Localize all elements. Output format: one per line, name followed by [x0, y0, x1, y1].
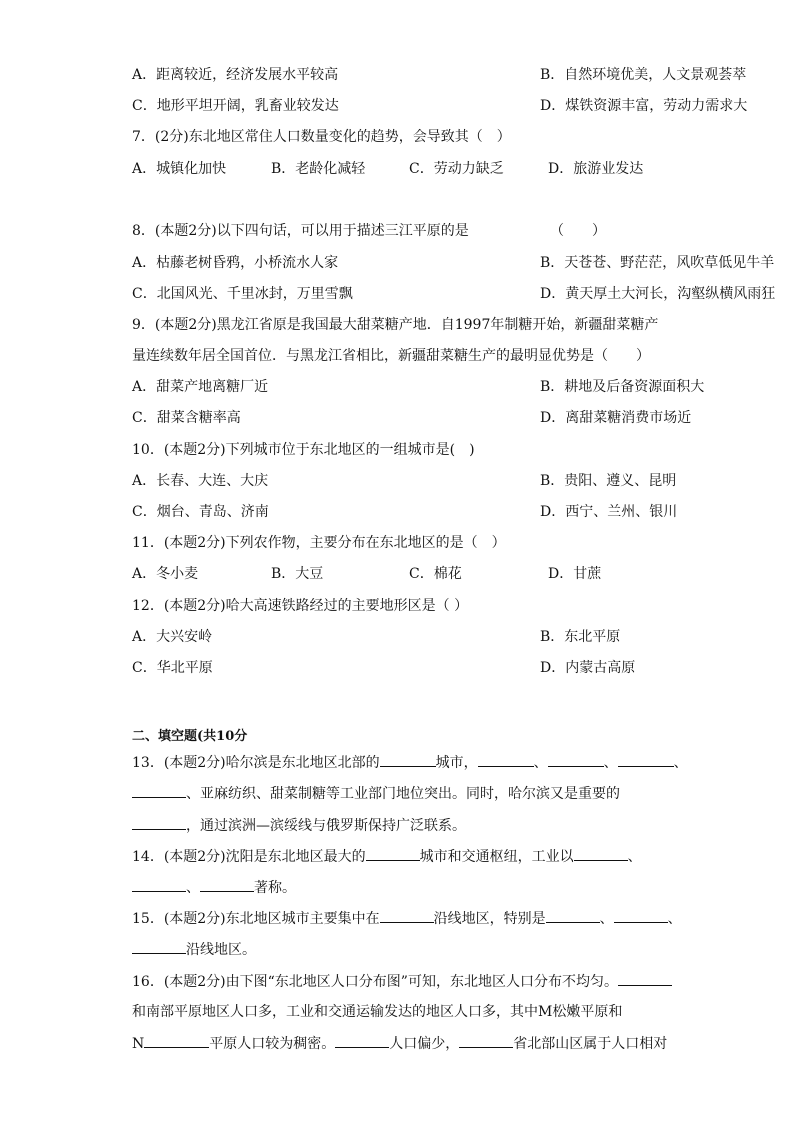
q10-option-a: A．长春、大连、大庆 [132, 473, 269, 489]
q12-option-c: C．华北平原 [132, 660, 213, 676]
q10-option-row-2 [132, 502, 678, 522]
q12-option-b: B．东北平原 [540, 629, 621, 645]
q15-blank-1 [380, 908, 434, 923]
q14-blank-4 [200, 877, 254, 892]
q7-option-a: A．城镇化加快 [132, 161, 227, 177]
q8-option-row-1 [132, 253, 775, 273]
q6-option-row-2 [132, 96, 748, 116]
q15-blank-3 [614, 908, 668, 923]
q10-option-d: D．西宁、兰州、银川 [540, 504, 678, 520]
q8-option-a: A．枯藤老树昏鸦，小桥流水人家 [132, 255, 339, 271]
q15-sep-2: 、 [667, 911, 682, 927]
q13-blank-2 [478, 752, 534, 767]
q11-stem: 11．(本题2分)下列农作物，主要分布在东北地区的是（ ） [132, 535, 506, 551]
q8-option-d: D．黄天厚土大河长，沟壑纵横风雨狂 [540, 286, 776, 302]
q16-text-3d: 省北部山区属于人口相对 [513, 1036, 668, 1052]
q15-line-1 [132, 908, 682, 929]
q13-blank-1 [380, 752, 436, 767]
q11-option-a: A．冬小麦 [132, 566, 199, 582]
q16-line-1 [132, 971, 672, 992]
q7-option-d: D．旅游业发达 [548, 161, 644, 177]
q7-options [132, 159, 692, 179]
q16-line-2: 和南部平原地区人口多，工业和交通运输发达的地区人口多，其中M松嫩平原和 [132, 1004, 623, 1020]
q8-option-b: B．天苍苍、野茫茫，风吹草低见牛羊 [540, 255, 775, 271]
q13-blank-3 [548, 752, 604, 767]
q15-blank-2 [546, 908, 600, 923]
q14-text-2: 城市和交通枢纽，工业以 [419, 849, 574, 865]
q12-option-a: A．大兴安岭 [132, 629, 213, 645]
q14-line-2 [132, 877, 296, 898]
q8-option-c: C．北国风光、千里冰封，万里雪飘 [132, 286, 353, 302]
q15-sep-1: 、 [599, 911, 614, 927]
q14-text-1: 14．(本题2分)沈阳是东北地区最大的 [132, 849, 366, 865]
q10-option-row-1 [132, 471, 677, 491]
q8-stem: 8．(本题2分)以下四句话，可以用于描述三江平原的是 [132, 223, 469, 239]
q16-text-3b: 平原人口较为稠密。 [209, 1036, 336, 1052]
q13-text-3: 、亚麻纺织、甜菜制糖等工业部门地位突出。同时，哈尔滨又是重要的 [186, 786, 620, 802]
q16-text-3a: N [132, 1036, 145, 1052]
q12-option-row-2 [132, 658, 636, 678]
q9-option-a: A．甜菜产地离糖厂近 [132, 379, 269, 395]
q6-option-b: B．自然环境优美，人文景观荟萃 [540, 67, 747, 83]
q8-answer-bracket: （ ） [550, 223, 606, 239]
q12-option-row-1 [132, 627, 621, 647]
q15-blank-4 [132, 939, 186, 954]
q13-text-1: 13．(本题2分)哈尔滨是东北地区北部的 [132, 755, 380, 771]
q14-text-3: 著称。 [254, 880, 296, 896]
q9-option-b: B．耕地及后备资源面积大 [540, 379, 705, 395]
q16-line-3 [132, 1033, 667, 1054]
q13-blank-6 [132, 815, 186, 830]
q7-option-c: C．劳动力缺乏 [409, 161, 504, 177]
section-title-fill-in: 二、填空题(共10分 [132, 729, 248, 744]
q10-option-b: B．贵阳、遵义、昆明 [540, 473, 677, 489]
q14-sep-2: 、 [186, 880, 200, 896]
q10-stem: 10．(本题2分)下列城市位于东北地区的一组城市是( ) [132, 442, 475, 458]
q11-option-c: C．棉花 [409, 566, 462, 582]
q6-option-c: C．地形平坦开阔，乳畜业较发达 [132, 98, 339, 114]
q16-blank-2 [144, 1033, 209, 1048]
q12-option-d: D．内蒙古高原 [540, 660, 636, 676]
q14-blank-3 [132, 877, 186, 892]
q14-line-1 [132, 846, 642, 867]
q9-option-c: C．甜菜含糖率高 [132, 410, 241, 426]
q7-option-b: B．老龄化减轻 [271, 161, 366, 177]
q11-option-d: D．甘蔗 [548, 566, 602, 582]
q10-option-c: C．烟台、青岛、济南 [132, 504, 269, 520]
q7-stem: 7．(2分)东北地区常住人口数量变化的趋势，会导致其（ ） [132, 129, 511, 145]
q13-text-2: 城市， [435, 755, 478, 771]
q9-stem-line-2: 量连续数年居全国首位．与黑龙江省相比，新疆甜菜糖生产的最明显优势是（ ） [132, 348, 650, 364]
q12-stem: 12．(本题2分)哈大高速铁路经过的主要地形区是（ ） [132, 598, 469, 614]
q6-option-d: D．煤铁资源丰富，劳动力需求大 [540, 98, 748, 114]
q15-text-2: 沿线地区，特别是 [433, 911, 546, 927]
q15-text-1: 15．(本题2分)东北地区城市主要集中在 [132, 911, 380, 927]
q13-text-4: ，通过滨洲—滨绥线与俄罗斯保持广泛联系。 [186, 818, 466, 834]
q8-option-row-2 [132, 284, 776, 304]
q15-line-2 [132, 939, 256, 960]
q6-option-row-1 [132, 65, 747, 85]
q8-stem-line [132, 221, 606, 241]
q6-option-a: A．距离较近，经济发展水平较高 [132, 67, 339, 83]
q13-line-1 [132, 752, 688, 773]
q13-sep-1: 、 [533, 755, 548, 771]
q9-option-row-2 [132, 408, 692, 428]
q16-text-1: 16．(本题2分)由下图“东北地区人口分布图”可知，东北地区人口分布不均匀。 [132, 974, 618, 990]
q13-sep-2: 、 [603, 755, 618, 771]
q16-blank-3 [335, 1033, 389, 1048]
q14-sep-1: 、 [627, 849, 642, 865]
q13-blank-5 [132, 783, 186, 798]
q16-text-3c: 人口偏少， [389, 1036, 460, 1052]
q16-blank-1 [618, 971, 672, 986]
q9-option-row-1 [132, 377, 705, 397]
q14-blank-2 [574, 846, 628, 861]
q13-blank-4 [618, 752, 674, 767]
q15-text-3: 沿线地区。 [186, 942, 256, 958]
q13-line-3 [132, 815, 466, 836]
q9-option-d: D．离甜菜糖消费市场近 [540, 410, 692, 426]
q14-blank-1 [366, 846, 420, 861]
q11-option-b: B．大豆 [271, 566, 324, 582]
q9-stem-line-1: 9．(本题2分)黑龙江省原是我国最大甜菜糖产地．自1997年制糖开始，新疆甜菜糖产 [132, 317, 659, 333]
q13-line-2 [132, 783, 620, 804]
q11-options [132, 564, 692, 584]
q13-sep-3: 、 [673, 755, 688, 771]
q16-blank-4 [459, 1033, 513, 1048]
